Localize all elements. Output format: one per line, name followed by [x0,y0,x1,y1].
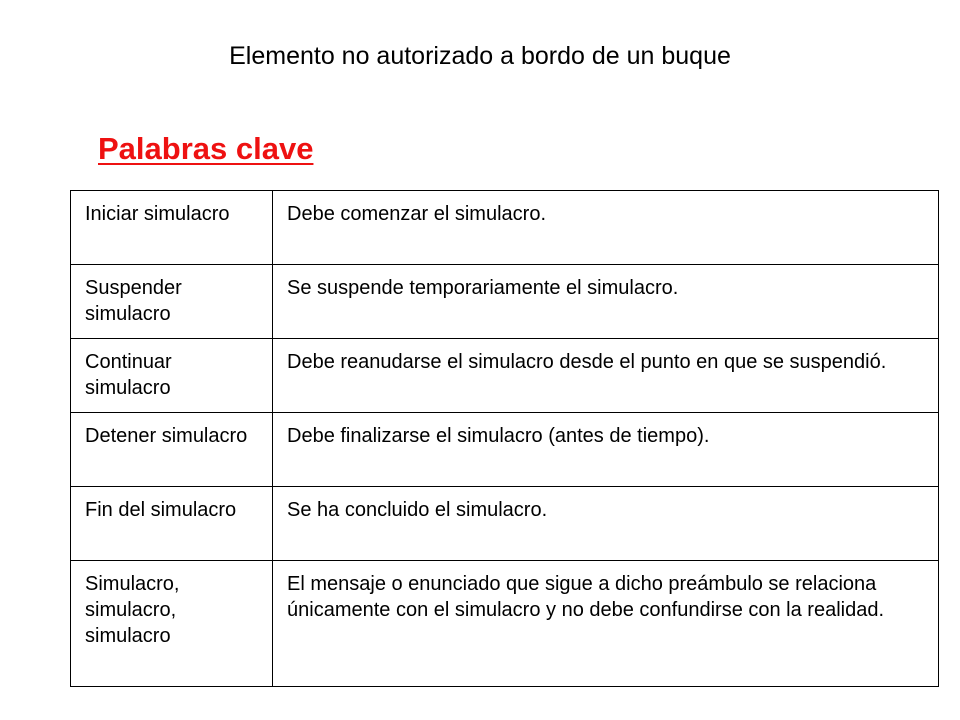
keyword-term: Simulacro, simulacro, simulacro [71,561,273,687]
keyword-definition: Se suspende temporariamente el simulacro. [273,265,939,339]
table-row [71,487,939,561]
keyword-term: Continuar simulacro [71,339,273,413]
keyword-definition: El mensaje o enunciado que sigue a dicho preámbulo se relaciona únicamente con el simulacro y no debe confundirse con la realidad. [273,561,939,687]
keyword-definition: Debe finalizarse el simulacro (antes de tiempo). [273,413,939,487]
keyword-term: Detener simulacro [71,413,273,487]
keyword-term: Fin del simulacro [71,487,273,561]
section-heading: Palabras clave [98,131,314,166]
keyword-definition: Debe reanudarse el simulacro desde el punto en que se suspendió. [273,339,939,413]
table-row [71,191,939,265]
table-row [71,561,939,687]
keyword-definition: Se ha concluido el simulacro. [273,487,939,561]
table-row [71,265,939,339]
table-row [71,339,939,413]
table-row [71,413,939,487]
slide-title: Elemento no autorizado a bordo de un buque [229,42,731,70]
keyword-term: Suspender simulacro [71,265,273,339]
keywords-table [70,190,939,687]
keyword-term: Iniciar simulacro [71,191,273,265]
keyword-definition: Debe comenzar el simulacro. [273,191,939,265]
